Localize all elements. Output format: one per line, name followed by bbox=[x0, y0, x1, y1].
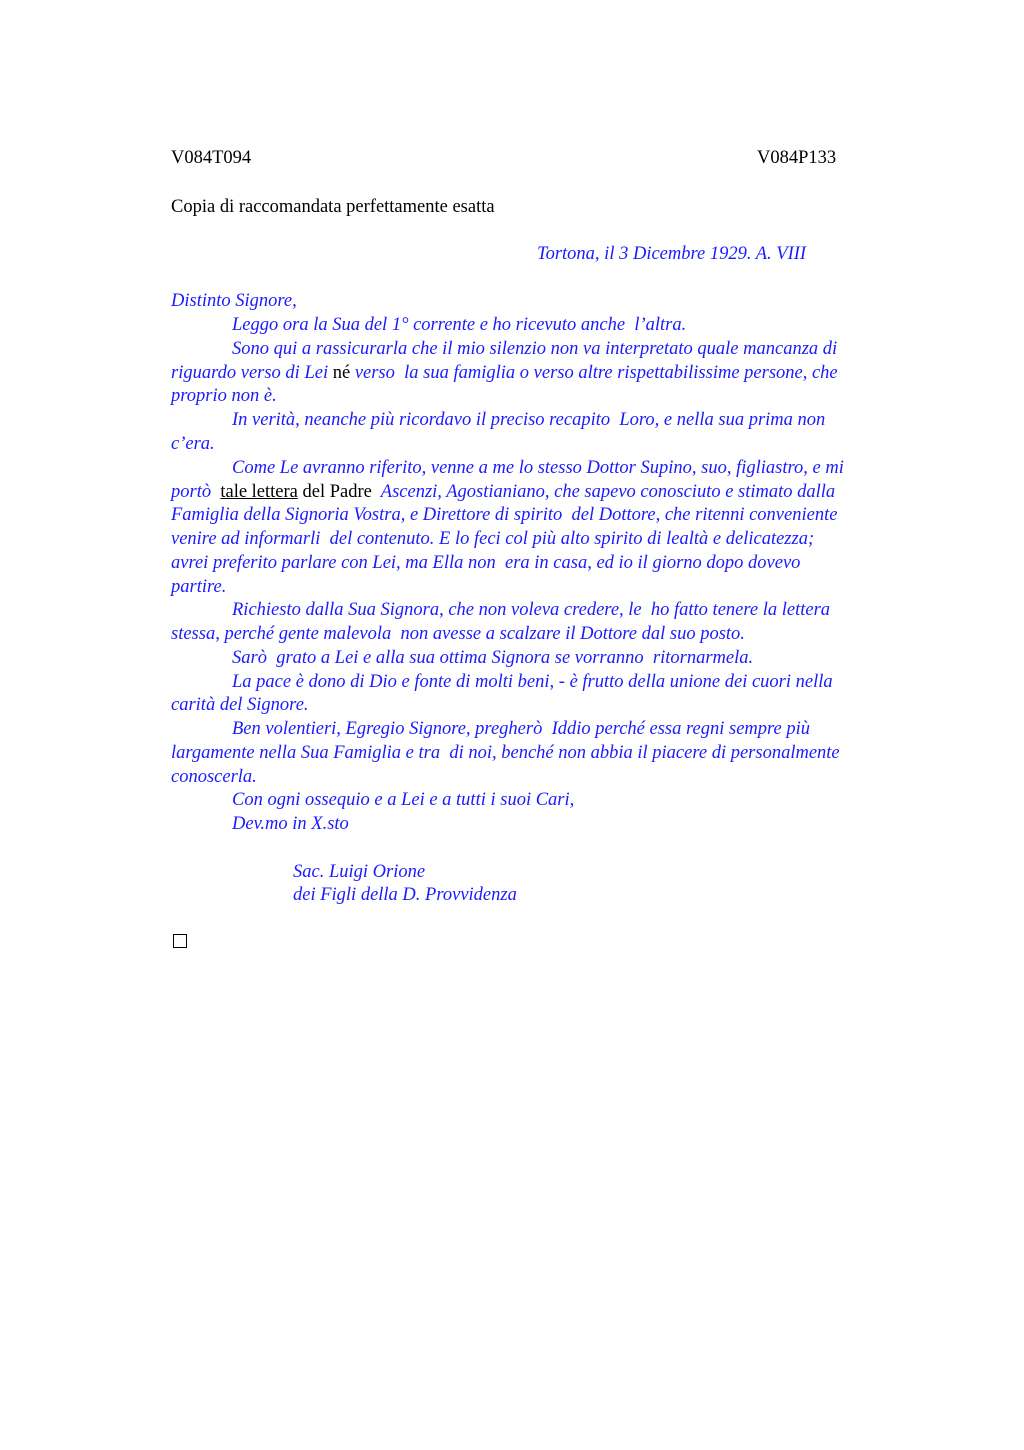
body-line: Dev.mo in X.sto bbox=[232, 814, 349, 834]
document-code-right: V084P133 bbox=[757, 148, 837, 168]
body-line: In verità, neanche più ricordavo il preciso recapito Loro, e nella sua prima non bbox=[232, 410, 826, 430]
body-text: verso la sua famiglia o verso altre rispettabilissime persone, che bbox=[350, 363, 838, 383]
body-line: Leggo ora la Sua del 1° corrente e ho ricevuto anche l’altra. bbox=[232, 315, 687, 335]
body-line: Ben volentieri, Egregio Signore, pregherò Iddio perché essa regni sempre più bbox=[232, 719, 810, 739]
square-symbol-icon bbox=[173, 934, 187, 948]
body-line: conoscerla. bbox=[171, 767, 257, 787]
body-line: Con ogni ossequio e a Lei e a tutti i suoi Cari, bbox=[232, 790, 575, 810]
body-line: c’era. bbox=[171, 434, 215, 454]
body-line: Sono qui a rassicurarla che il mio silenzio non va interpretato quale mancanza di bbox=[232, 339, 838, 359]
body-line: La pace è dono di Dio e fonte di molti beni, - è frutto della unione dei cuori nella bbox=[232, 672, 833, 692]
body-line: stessa, perché gente malevola non avesse a scalzare il Dottore dal suo posto. bbox=[171, 624, 745, 644]
body-line: partire. bbox=[171, 577, 227, 597]
upright-word: né bbox=[332, 363, 351, 383]
signature-name: Sac. Luigi Orione bbox=[293, 862, 426, 882]
body-line bbox=[171, 480, 835, 504]
underlined-phrase: tale lettera bbox=[220, 482, 298, 502]
body-line: venire ad informarli del contenuto. E lo feci col più alto spirito di lealtà e delicatezza; bbox=[171, 529, 815, 549]
document-code-left: V084T094 bbox=[171, 148, 252, 168]
body-text: Ascenzi, Agostianiano, che sapevo conosciuto e stimato dalla bbox=[376, 482, 836, 502]
body-line bbox=[171, 361, 838, 385]
document-subtitle: Copia di raccomandata perfettamente esatta bbox=[171, 197, 495, 217]
signature-title: dei Figli della D. Provvidenza bbox=[293, 885, 517, 905]
body-line: Richiesto dalla Sua Signora, che non voleva credere, le ho fatto tenere la lettera bbox=[232, 600, 831, 620]
body-text: riguardo verso di Lei bbox=[171, 363, 333, 383]
body-line: largamente nella Sua Famiglia e tra di noi, benché non abbia il piacere di personalmente bbox=[171, 743, 840, 763]
body-line: Sarò grato a Lei e alla sua ottima Signora se vorranno ritornarmela. bbox=[232, 648, 754, 668]
body-line: avrei preferito parlare con Lei, ma Ella non era in casa, ed io il giorno dopo dovevo bbox=[171, 553, 801, 573]
body-line: carità del Signore. bbox=[171, 695, 309, 715]
body-line: proprio non è. bbox=[171, 386, 277, 406]
salutation: Distinto Signore, bbox=[171, 291, 297, 311]
upright-phrase: del Padre bbox=[297, 482, 377, 502]
body-line: Famiglia della Signoria Vostra, e Direttore di spirito del Dottore, che ritenni conveniente bbox=[171, 505, 838, 525]
dateline: Tortona, il 3 Dicembre 1929. A. VIII bbox=[537, 244, 807, 264]
body-text: portò bbox=[171, 482, 221, 502]
body-line: Come Le avranno riferito, venne a me lo stesso Dottor Supino, suo, figliastro, e mi bbox=[232, 458, 844, 478]
